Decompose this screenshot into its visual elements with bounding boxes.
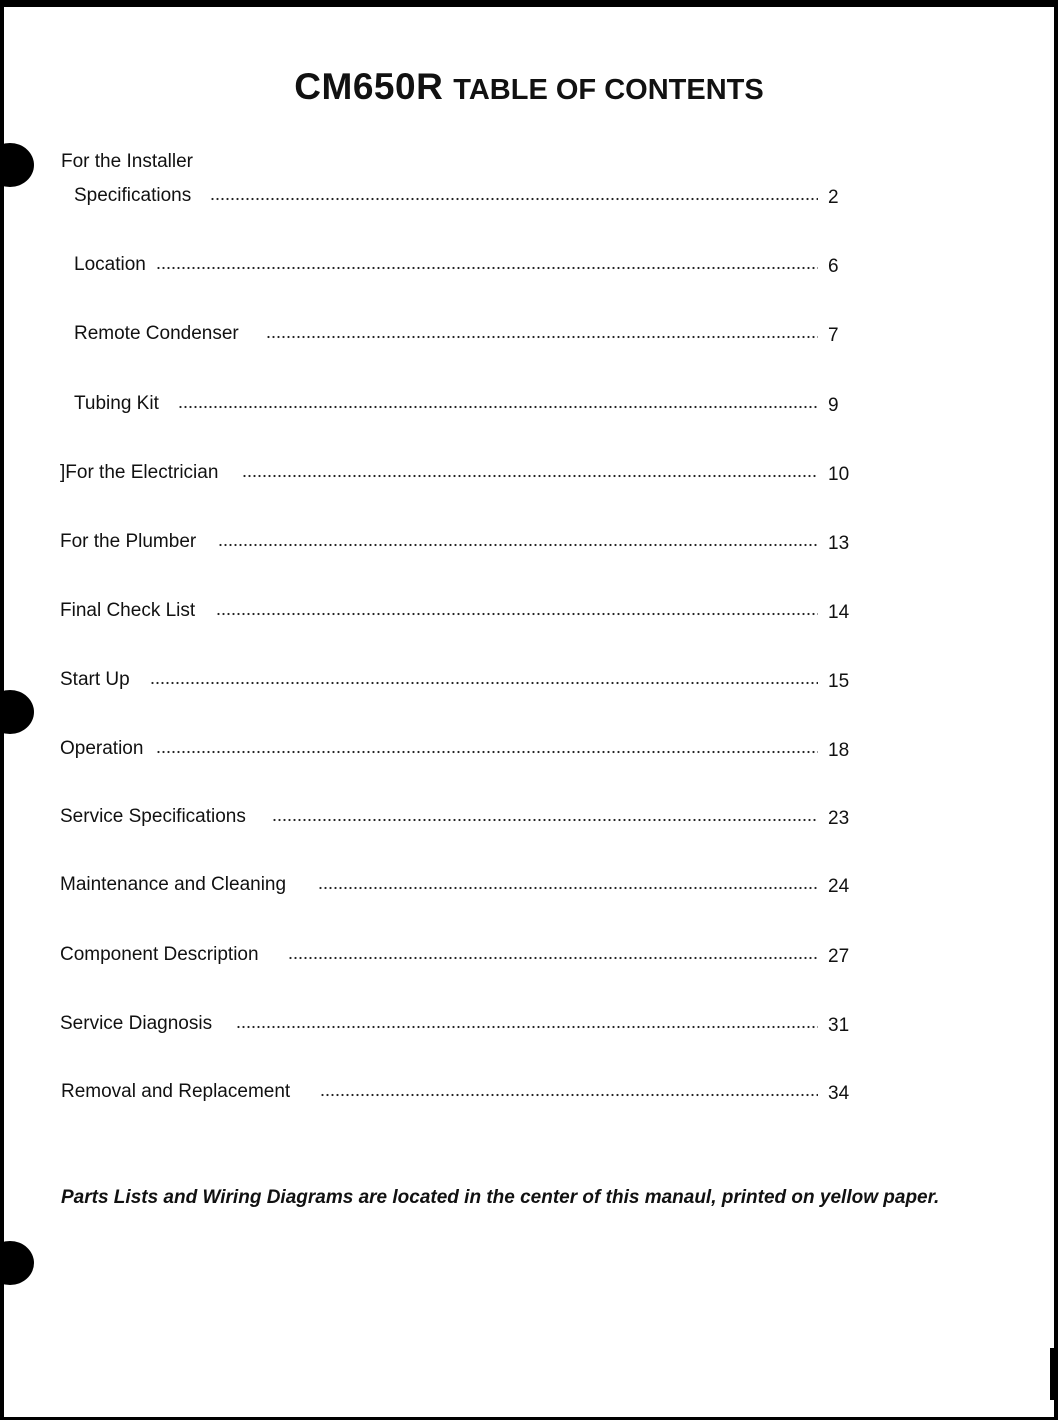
toc-leader-dots [210, 195, 818, 203]
toc-entry-label: Tubing Kit [74, 393, 159, 414]
toc-entry-label: Component Description [60, 944, 259, 965]
toc-entry-page: 13 [828, 533, 850, 554]
toc-leader-dots [320, 1091, 818, 1099]
toc-entry-page: 9 [828, 395, 839, 416]
toc-leader-dots [236, 1023, 818, 1031]
toc-entry-label: Maintenance and Cleaning [60, 874, 287, 895]
toc-entry[interactable] [0, 462, 1058, 488]
toc-entry-label: Service Specifications [60, 806, 246, 827]
toc-entry-page: 7 [828, 325, 839, 346]
toc-entry-label: Operation [60, 738, 144, 759]
toc-entry[interactable] [0, 600, 1058, 626]
title-text: TABLE OF CONTENTS [453, 74, 764, 106]
toc-entry-label: Specifications [74, 185, 192, 206]
toc-entry-page: 31 [828, 1015, 850, 1036]
toc-entry[interactable] [0, 874, 1058, 900]
toc-entry-label: Service Diagnosis [60, 1013, 213, 1034]
toc-entry-page: 15 [828, 671, 850, 692]
toc-entry[interactable] [0, 185, 1058, 211]
toc-entry[interactable] [0, 944, 1058, 970]
toc-entry[interactable] [0, 531, 1058, 557]
toc-entry-page: 24 [828, 876, 850, 897]
toc-entry[interactable] [0, 806, 1058, 832]
toc-entry-label: Start Up [60, 669, 130, 690]
toc-entry-page: 23 [828, 808, 850, 829]
section-heading-installer: For the Installer [61, 151, 193, 172]
toc-entry-page: 10 [828, 464, 850, 485]
model-number: CM650R [294, 66, 444, 107]
toc-entry[interactable] [0, 1013, 1058, 1039]
toc-entry-label: Final Check List [60, 600, 196, 621]
toc-entry-label: Remote Condenser [74, 323, 239, 344]
parts-lists-note: Parts Lists and Wiring Diagrams are located in the center of this manaul, printed on yellow paper. [61, 1187, 940, 1208]
toc-entry[interactable] [0, 738, 1058, 764]
toc-entry-page: 6 [828, 256, 839, 277]
toc-entry-label: Location [74, 254, 146, 275]
toc-leader-dots [318, 884, 818, 892]
toc-entry-label: ]For the Electrician [60, 462, 219, 483]
toc-entry-page: 34 [828, 1083, 850, 1104]
toc-entry[interactable] [0, 1081, 1058, 1107]
toc-entry[interactable] [0, 254, 1058, 280]
toc-entry-label: For the Plumber [60, 531, 197, 552]
toc-leader-dots [156, 748, 818, 756]
toc-entry-page: 2 [828, 187, 839, 208]
toc-entry[interactable] [0, 323, 1058, 349]
toc-leader-dots [156, 264, 818, 272]
toc-leader-dots [178, 403, 818, 411]
toc-leader-dots [150, 679, 818, 687]
toc-leader-dots [242, 472, 818, 480]
toc-entry[interactable] [0, 669, 1058, 695]
toc-entry-page: 14 [828, 602, 850, 623]
toc-leader-dots [288, 954, 818, 962]
toc-entry-page: 27 [828, 946, 850, 967]
toc-leader-dots [266, 333, 818, 341]
toc-entry-page: 18 [828, 740, 850, 761]
toc-entry-label: Removal and Replacement [61, 1081, 291, 1102]
toc-leader-dots [216, 610, 818, 618]
toc-leader-dots [272, 816, 818, 824]
toc-entry[interactable] [0, 393, 1058, 419]
toc-leader-dots [218, 541, 818, 549]
